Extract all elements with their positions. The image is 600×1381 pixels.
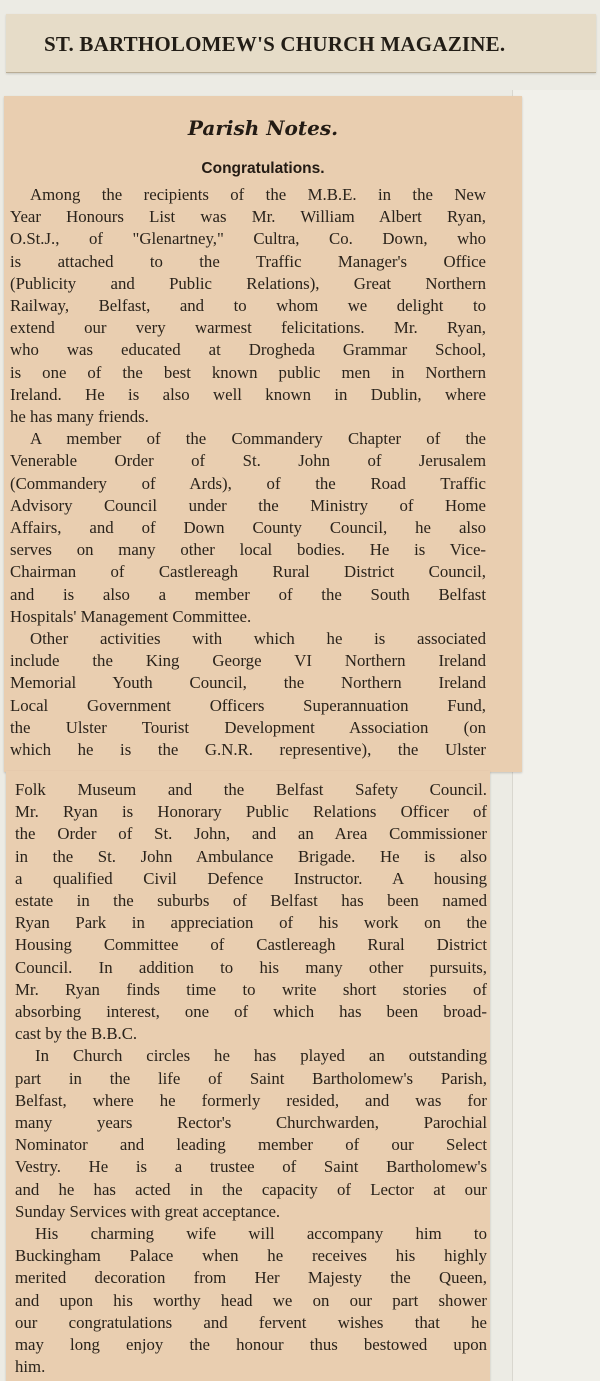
- article-line: Vestry. He is a trustee of Saint Bartholomew's: [15, 1157, 487, 1177]
- article-line: Local Government Officers Superannuation Fund,: [10, 695, 486, 715]
- article-line: include the King George VI Northern Ireland: [10, 651, 486, 671]
- article-line: estate in the suburbs of Belfast has been named: [15, 891, 487, 910]
- article-line: Among the recipients of the M.B.E. in the New: [30, 185, 486, 204]
- article-line: the Order of St. John, and an Area Commissioner: [15, 824, 487, 844]
- article-line: and upon his worthy head we on our part shower: [15, 1290, 487, 1310]
- article-line: His charming wife will accompany him to: [35, 1224, 487, 1243]
- magazine-title: ST. BARTHOLOMEW'S CHURCH MAGAZINE.: [44, 32, 506, 56]
- article-line: is one of the best known public men in Northern: [10, 362, 486, 382]
- article-line: Ryan Park in appreciation of his work on the: [15, 913, 487, 933]
- article-line: Memorial Youth Council, the Northern Ireland: [10, 673, 486, 693]
- article-line: In Church circles he has played an outstanding: [35, 1046, 487, 1066]
- article-line: Belfast, where he formerly resided, and was for: [15, 1090, 487, 1110]
- article-line: Railway, Belfast, and to whom we delight to: [10, 296, 486, 315]
- article-line: the Ulster Tourist Development Association (on: [10, 717, 486, 737]
- article-line: he has many friends.: [10, 407, 149, 426]
- article-line: Buckingham Palace when he receives his highly: [15, 1246, 487, 1266]
- article-line: part in the life of Saint Bartholomew's Parish,: [15, 1068, 487, 1088]
- article-line: Folk Museum and the Belfast Safety Council.: [15, 780, 487, 799]
- article-line: may long enjoy the honour thus bestowed upon: [15, 1335, 487, 1354]
- clipping-bottom: [6, 771, 490, 1381]
- article-line: our congratulations and fervent wishes that he: [15, 1312, 487, 1332]
- article-line: merited decoration from Her Majesty the Queen,: [15, 1268, 487, 1288]
- article-line: Ireland. He is also well known in Dublin, where: [10, 384, 486, 404]
- clipping-top: [4, 96, 522, 772]
- article-line: many years Rector's Churchwarden, Parochial: [15, 1113, 487, 1132]
- article-line: Mr. Ryan finds time to write short stories of: [15, 979, 487, 999]
- article-line: him.: [15, 1357, 46, 1377]
- article-line: (Publicity and Public Relations), Great Northern: [10, 273, 486, 293]
- article-line: Chairman of Castlereagh Rural District Council,: [10, 562, 486, 582]
- article-line: which he is the G.N.R. representive), the Ulster: [10, 740, 486, 759]
- article-line: (Commandery of Ards), of the Road Traffic: [10, 473, 486, 493]
- article-line: Advisory Council under the Ministry of Home: [10, 495, 486, 515]
- magazine-masthead: [6, 14, 596, 73]
- article-line: Sunday Services with great acceptance.: [15, 1201, 281, 1221]
- article-line: Council. In addition to his many other pursuits,: [15, 957, 487, 977]
- article-line: O.St.J., of "Glenartney," Cultra, Co. Down, who: [10, 229, 486, 249]
- article-line: absorbing interest, one of which has been broad-: [15, 1002, 487, 1021]
- article-line: A member of the Commandery Chapter of the: [30, 429, 486, 449]
- article-line: and he has acted in the capacity of Lector at our: [15, 1179, 487, 1199]
- article-line: Year Honours List was Mr. William Albert Ryan,: [10, 207, 486, 227]
- article-line: Housing Committee of Castlereagh Rural District: [15, 935, 487, 955]
- article-line: Venerable Order of St. John of Jerusalem: [10, 451, 486, 471]
- article-subheading: Congratulations.: [201, 160, 325, 177]
- article-line: a qualified Civil Defence Instructor. A housing: [15, 868, 487, 888]
- article-line: extend our very warmest felicitations. Mr. Ryan,: [10, 318, 486, 338]
- adjacent-page: [512, 90, 600, 1381]
- article-line: who was educated at Drogheda Grammar School,: [10, 340, 486, 360]
- article-line: is attached to the Traffic Manager's Office: [10, 251, 486, 271]
- article-line: and is also a member of the South Belfast: [10, 584, 486, 604]
- article-heading: Parish Notes.: [187, 116, 339, 140]
- article-line: Other activities with which he is associated: [30, 629, 486, 648]
- article-line: Nominator and leading member of our Select: [15, 1135, 487, 1155]
- article-line: cast by the B.B.C.: [15, 1024, 138, 1044]
- article-line: Affairs, and of Down County Council, he also: [10, 518, 486, 537]
- article-line: Mr. Ryan is Honorary Public Relations Officer of: [15, 802, 487, 822]
- article-line: Hospitals' Management Committee.: [10, 606, 252, 626]
- article-line: serves on many other local bodies. He is Vice-: [10, 540, 486, 560]
- article-line: in the St. John Ambulance Brigade. He is also: [15, 846, 487, 866]
